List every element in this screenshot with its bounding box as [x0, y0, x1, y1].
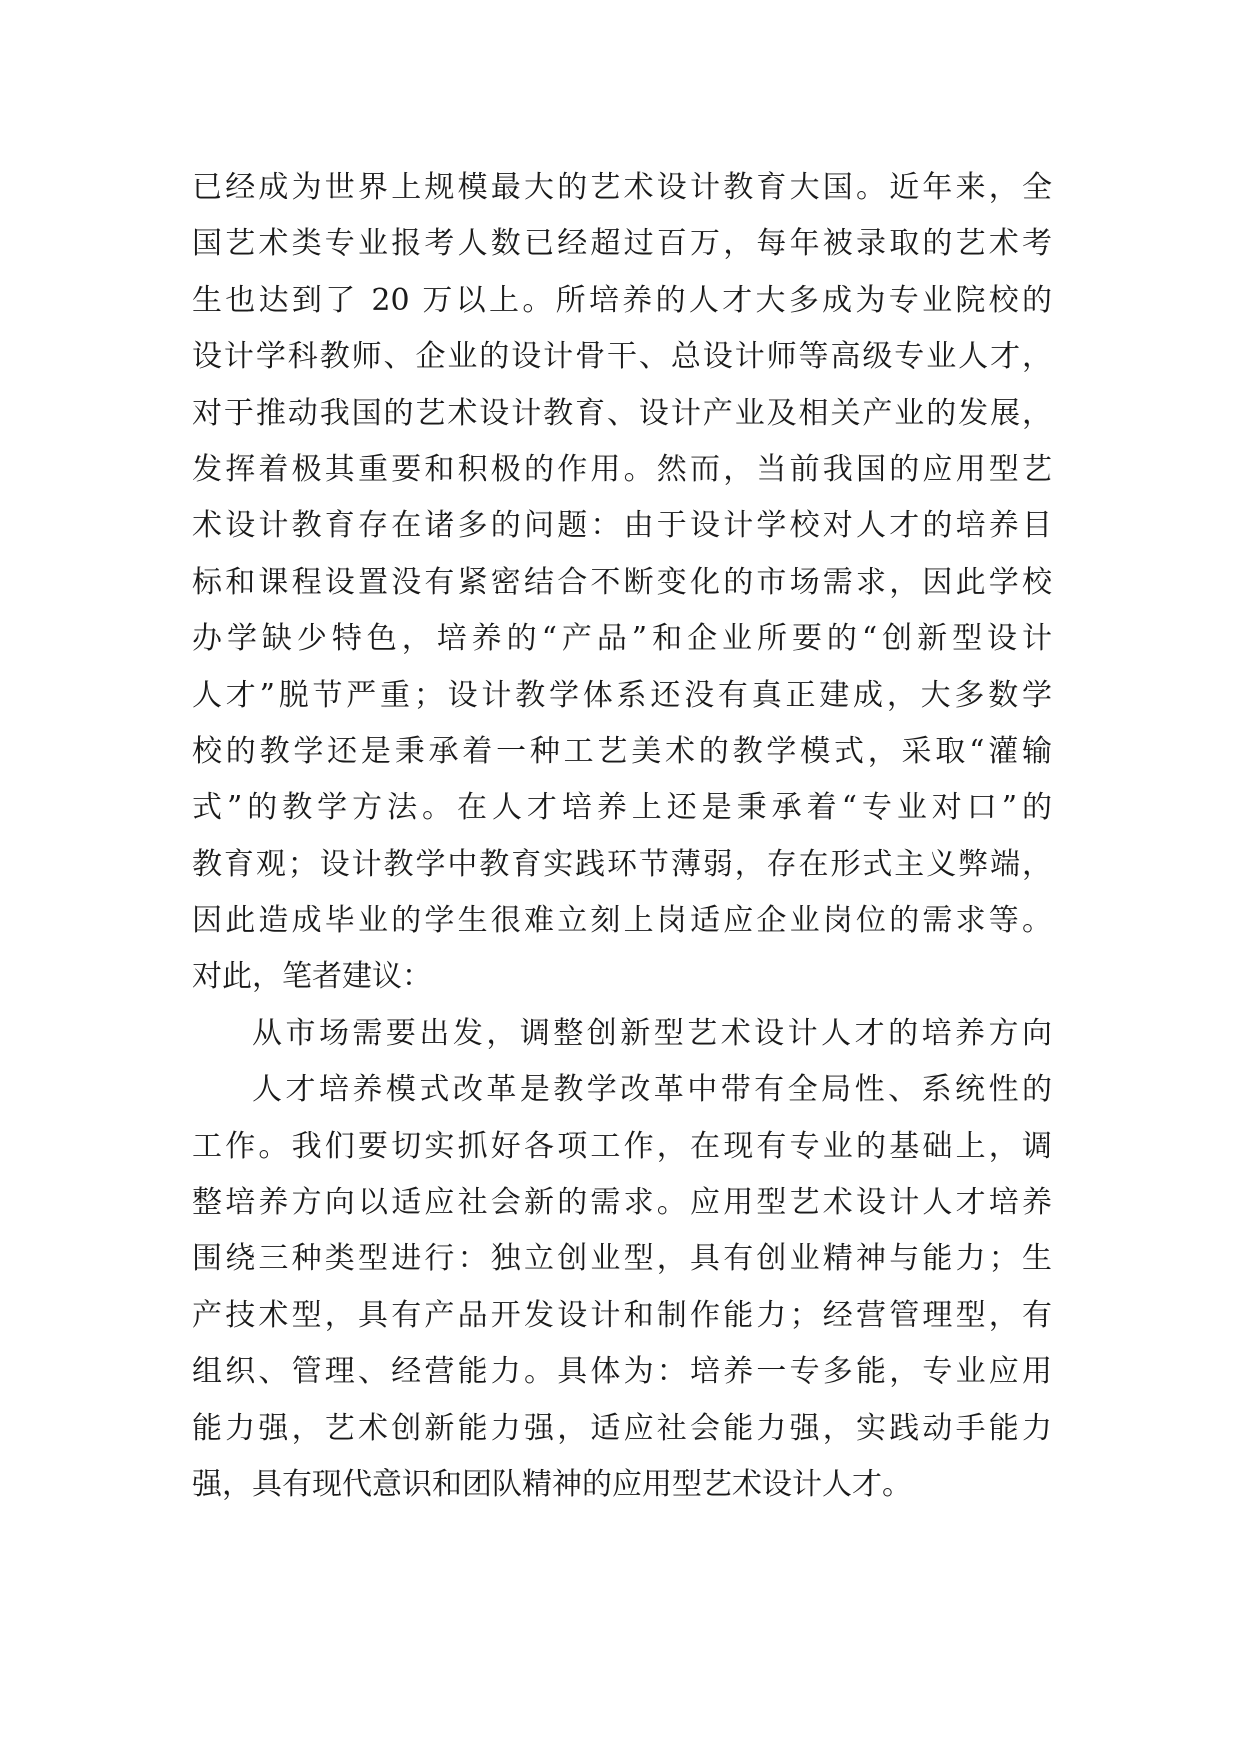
- paragraph: [192, 160, 1052, 1006]
- document-body: [192, 160, 1052, 1513]
- text-line: 标和课程设置没有紧密结合不断变化的市场需求，因此学校: [192, 564, 1052, 600]
- text-line: 因此造成毕业的学生很难立刻上岗适应企业岗位的需求等。: [192, 903, 1052, 939]
- text-line: 术设计教育存在诸多的问题：由于设计学校对人才的培养目: [192, 508, 1052, 544]
- text-line: 发挥着极其重要和积极的作用。然而，当前我国的应用型艺: [192, 451, 1052, 487]
- text-line: 从市场需要出发，调整创新型艺术设计人才的培养方向: [252, 1015, 1052, 1051]
- text-line: 对此，笔者建议：: [192, 959, 432, 995]
- text-line: 对于推动我国的艺术设计教育、设计产业及相关产业的发展，: [192, 395, 1052, 431]
- text-line: 设计学科教师、企业的设计骨干、总设计师等高级专业人才，: [192, 339, 1052, 375]
- text-line: 国艺术类专业报考人数已经超过百万，每年被录取的艺术考: [192, 226, 1052, 262]
- text-line: 办学缺少特色，培养的“产品”和企业所要的“创新型设计: [192, 621, 1052, 657]
- text-line: 能力强，艺术创新能力强，适应社会能力强，实践动手能力: [192, 1410, 1052, 1446]
- text-line: 生也达到了 20 万以上。所培养的人才大多成为专业院校的: [192, 282, 1052, 318]
- text-line: 已经成为世界上规模最大的艺术设计教育大国。近年来，全: [192, 170, 1052, 205]
- text-line: 组织、管理、经营能力。具体为：培养一专多能，专业应用: [192, 1354, 1052, 1390]
- text-line: 式”的教学方法。在人才培养上还是秉承着“专业对口”的: [192, 790, 1052, 826]
- text-line: 强，具有现代意识和团队精神的应用型艺术设计人才。: [192, 1466, 912, 1502]
- text-line: 围绕三种类型进行：独立创业型，具有创业精神与能力；生: [192, 1241, 1052, 1277]
- section-heading: [192, 1006, 1052, 1062]
- text-line: 产技术型，具有产品开发设计和制作能力；经营管理型，有: [192, 1297, 1052, 1333]
- text-line: 工作。我们要切实抓好各项工作，在现有专业的基础上，调: [192, 1128, 1052, 1164]
- text-line: 人才”脱节严重；设计教学体系还没有真正建成，大多数学: [192, 677, 1052, 713]
- text-line: 整培养方向以适应社会新的需求。应用型艺术设计人才培养: [192, 1185, 1052, 1221]
- text-line: 校的教学还是秉承着一种工艺美术的教学模式，采取“灌输: [192, 733, 1052, 769]
- text-line: 教育观；设计教学中教育实践环节薄弱，存在形式主义弊端，: [192, 846, 1052, 882]
- paragraph: [192, 1062, 1052, 1513]
- text-line: 人才培养模式改革是教学改革中带有全局性、系统性的: [252, 1072, 1052, 1108]
